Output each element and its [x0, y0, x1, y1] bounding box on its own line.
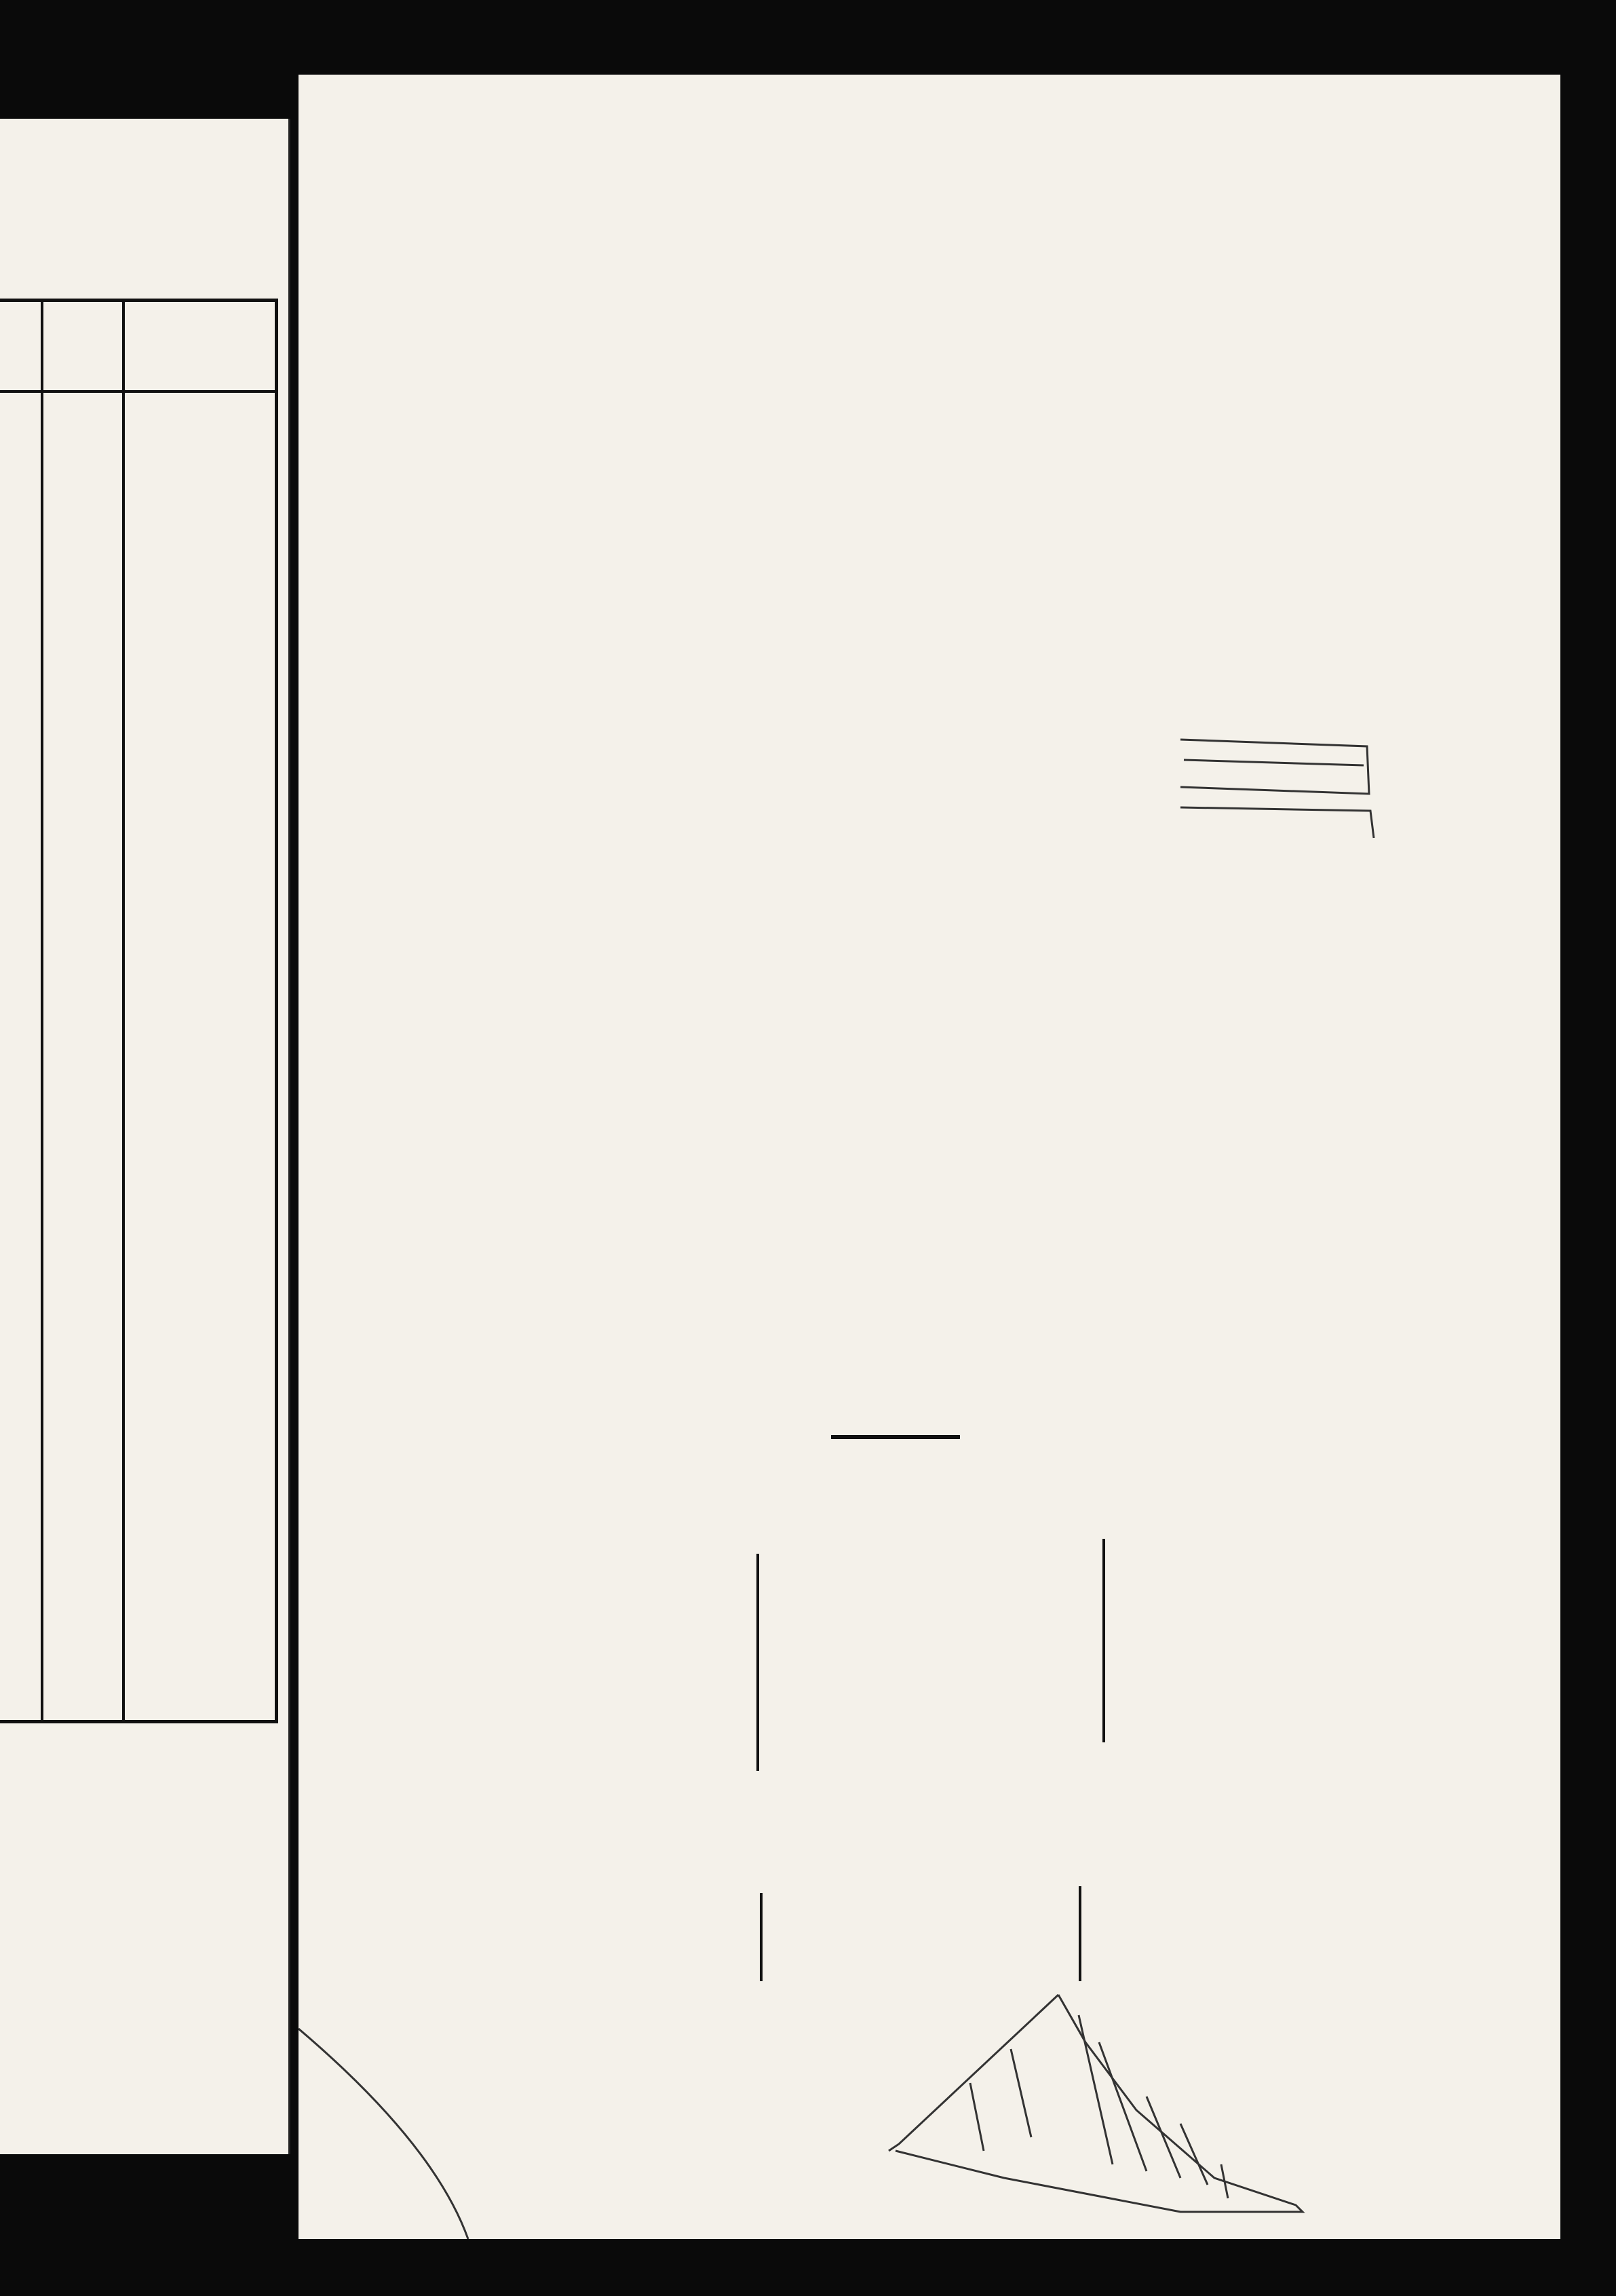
marriage-reign-table [0, 299, 278, 1723]
pencil-sketch-marks [299, 75, 1560, 2239]
right-page [299, 75, 1560, 2239]
left-page-fragment [0, 119, 290, 2154]
